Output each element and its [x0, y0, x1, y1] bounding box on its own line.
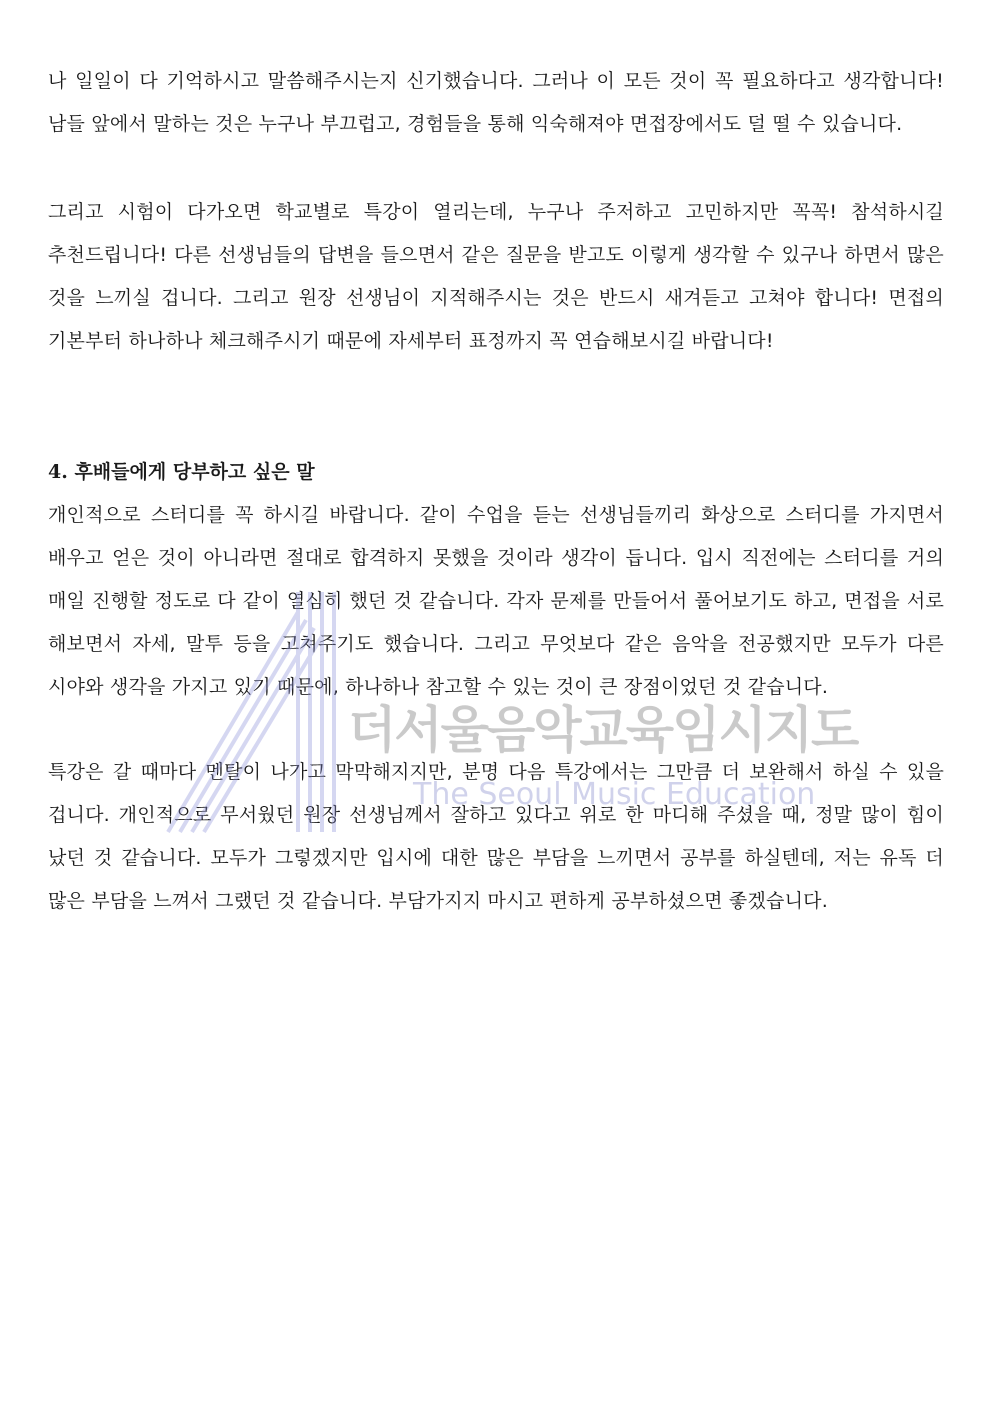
section-heading: 4. 후배들에게 당부하고 싶은 말	[48, 461, 315, 483]
paragraph-special-lecture: 그리고 시험이 다가오면 학교별로 특강이 열리는데, 누구나 주저하고 고민하지만 꼭꼭! 참석하시길 추천드립니다! 다른 선생님들의 답변을 들으면서 같은 질문을 받고도 이렇게 생각할 수 있구나 하면서 많은 것을 느끼실 겁니다. 그리고 원장 선생님이 지적해주시는 것은 반드시 새겨듣고 고쳐야 합니다! 면접의 기본부터 하나하나 체크해주시기 때문에 자세부터 표정까지 꼭 연습해보시길 바랍니다!	[48, 201, 944, 352]
watermark-subtitle: The Seoul Music Education	[413, 777, 816, 812]
paragraph-encouragement: 특강은 갈 때마다 멘탈이 나가고 막막해지지만, 분명 다음 특강에서는 그만큼 더 보완해서 하실 수 있을 겁니다. 개인적으로 무서웠던 원장 선생님께서 잘하고 있다고 위로 한 마디해 주셨을 때, 정말 많이 힘이 났던 것 같습니다. 모두가 그렇겠지만 입시에 대한 많은 부담을 느끼면서 공부를 하실텐데, 저는 유독 더 많은 부담을 느껴서 그랬던 것 같습니다. 부담가지지 마시고 편하게 공부하셨으면 좋겠습니다.	[48, 761, 944, 912]
watermark-title: 더서울음악교육임시지도	[348, 701, 858, 759]
paragraph-study-group: 개인적으로 스터디를 꼭 하시길 바랍니다. 같이 수업을 듣는 선생님들끼리 화상으로 스터디를 가지면서 배우고 얻은 것이 아니라면 절대로 합격하지 못했을 것이라 생각이 듭니다. 입시 직전에는 스터디를 거의 매일 진행할 정도로 다 같이 열심히 했던 것 같습니다. 각자 문제를 만들어서 풀어보기도 하고, 면접을 서로 해보면서 자세, 말투 등을 고쳐주기도 했습니다. 그리고 무엇보다 같은 음악을 전공했지만 모두가 다른 시야와 생각을 가지고 있기 때문에, 하나하나 참고할 수 있는 것이 큰 장점이었던 것 같습니다.	[48, 504, 944, 698]
document-page	[48, 60, 944, 923]
paragraph-intro-end: 나 일일이 다 기억하시고 말씀해주시는지 신기했습니다. 그러나 이 모든 것이 꼭 필요하다고 생각합니다! 남들 앞에서 말하는 것은 누구나 부끄럽고, 경험들을 통해 익숙해져야 면접장에서도 덜 떨 수 있습니다.	[48, 70, 944, 135]
